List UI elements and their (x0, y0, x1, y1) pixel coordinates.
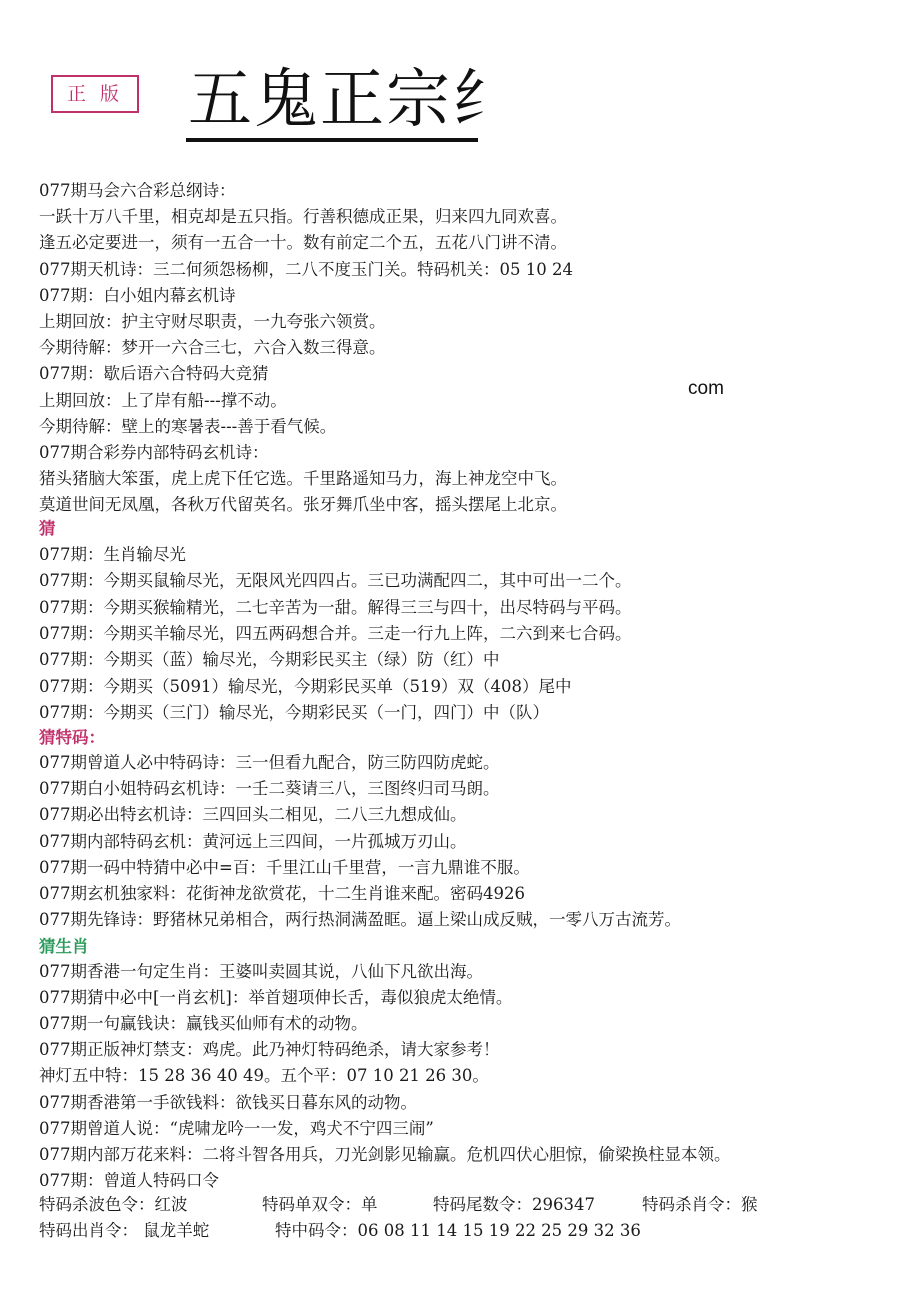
text-line: 077期合彩券内部特码玄机诗： (39, 443, 269, 462)
text-line: 077期马会六合彩总纲诗： (39, 181, 236, 200)
text-line: 077期天机诗：三二何须怨杨柳，二八不度玉门关。特码机关：05 10 24 (39, 259, 573, 279)
text-line: 077期：今期买（蓝）输尽光，今期彩民买主（绿）防（红）中 (39, 650, 500, 670)
text-line: 077期香港第一手欲钱料：欲钱买日暮东风的动物。 (39, 1092, 417, 1112)
text-line: 077期：白小姐内幕玄机诗 (39, 285, 236, 305)
text-line: 077期猜中必中[一肖玄机]：举首翅项伸长舌，毒似狼虎太绝情。 (39, 988, 513, 1008)
text-line: 077期正版神灯禁支：鸡虎。此乃神灯特码绝杀，请大家参考！ (39, 1040, 500, 1060)
code-kill-color: 特码杀波色令：红波 (39, 1195, 188, 1214)
text-line: 077期一句赢钱诀：赢钱买仙师有术的动物。 (39, 1014, 368, 1034)
code-out-zodiac: 特码出肖令： 鼠龙羊蛇 (39, 1221, 210, 1240)
text-line: 逢五必定要进一，须有一五合一十。数有前定二个五，五花八门讲不清。 (39, 233, 567, 253)
text-line: 077期先锋诗：野猪林兄弟相合，两行热洞满盈眶。逼上梁山成反贼，一零八万古流芳。 (39, 910, 681, 930)
text-line: 077期：今期买（三门）输尽光，今期彩民买（一门，四门）中（队） (39, 702, 549, 722)
text-line: 077期：曾道人特码口令 (39, 1170, 219, 1190)
title-underline (186, 138, 478, 142)
watermark-text: com (688, 378, 724, 399)
code-odd-even: 特码单双令：单 (262, 1195, 378, 1214)
text-line: 077期曾道人必中特码诗：三一但看九配合，防三防四防虎蛇。 (39, 753, 500, 772)
text-line: 今期待解：壁上的寒暑表---善于看气候。 (39, 416, 337, 436)
text-line: 077期：今期买猴输精光，二七辛苦为一甜。解得三三与四十，出尽特码与平码。 (39, 597, 632, 617)
section-fragment-guess: 猜 (39, 519, 56, 538)
text-line: 莫道世间无凤凰，各秋万代留英名。张牙舞爪坐中客，摇头摆尾上北京。 (39, 495, 567, 515)
text-line: 今期待解：梦开一六合三七，六合入数三得意。 (39, 338, 386, 358)
code-tail: 特码尾数令：296347 (433, 1195, 595, 1214)
text-line: 077期内部万花来料：二将斗智各用兵，刀光剑影见输赢。危机四伏心胆惊，偷梁换柱显本领。 (39, 1144, 731, 1164)
text-line: 上期回放：护主守财尽职责，一九夸张六领赏。 (39, 312, 386, 331)
text-line: 上期回放：上了岸有船---撑不动。 (39, 390, 287, 410)
text-line: 猪头猪脑大笨蛋，虎上虎下任它选。千里路遥知马力，海上神龙空中飞。 (39, 469, 567, 489)
section-fragment-guess-zodiac: 猜生肖 (39, 937, 89, 956)
code-kill-zodiac: 特码杀肖令：猴 (642, 1195, 758, 1214)
text-line: 神灯五中特：15 28 36 40 49。五个平：07 10 21 26 30。 (39, 1066, 489, 1086)
page-title: 五鬼正宗纟 (188, 63, 518, 137)
text-line: 077期内部特码玄机：黄河远上三四间，一片孤城万刃山。 (39, 831, 467, 851)
text-line: 077期白小姐特码玄机诗：一壬二葵请三八，三图终归司马朗。 (39, 779, 500, 799)
official-badge: 正 版 (51, 75, 139, 113)
text-line: 077期：今期买（5091）输尽光，今期彩民买单（519）双（408）尾中 (39, 676, 572, 696)
text-line: 077期香港一句定生肖：王婆叫卖圆其说，八仙下凡欲出海。 (39, 962, 483, 981)
text-line: 077期玄机独家料：花街神龙欲赏花，十二生肖谁来配。密码4926 (39, 884, 525, 903)
text-line: 077期：生肖输尽光 (39, 545, 186, 564)
code-hit-numbers: 特中码令：06 08 11 14 15 19 22 25 29 32 36 (275, 1221, 641, 1240)
section-heading-guess-code: 猜特码： (39, 728, 105, 747)
text-line: 077期曾道人说：“虎啸龙吟一一发，鸡犬不宁四三闹” (39, 1118, 434, 1138)
text-line: 077期：今期买羊输尽光，四五两码想合并。三走一行九上阵，二六到来七合码。 (39, 623, 632, 643)
text-line: 077期一码中特猜中必中=百：千里江山千里营，一言九鼎谁不服。 (39, 857, 530, 877)
text-line: 077期必出特玄机诗：三四回头二相见，二八三九想成仙。 (39, 805, 467, 825)
text-line: 一跃十万八千里，相克却是五只指。行善积德成正果，归来四九同欢喜。 (39, 207, 567, 227)
text-line: 077期：歇后语六合特码大竞猜 (39, 364, 269, 384)
text-line: 077期：今期买鼠输尽光，无限风光四四占。三已功满配四二，其中可出一二个。 (39, 571, 632, 591)
